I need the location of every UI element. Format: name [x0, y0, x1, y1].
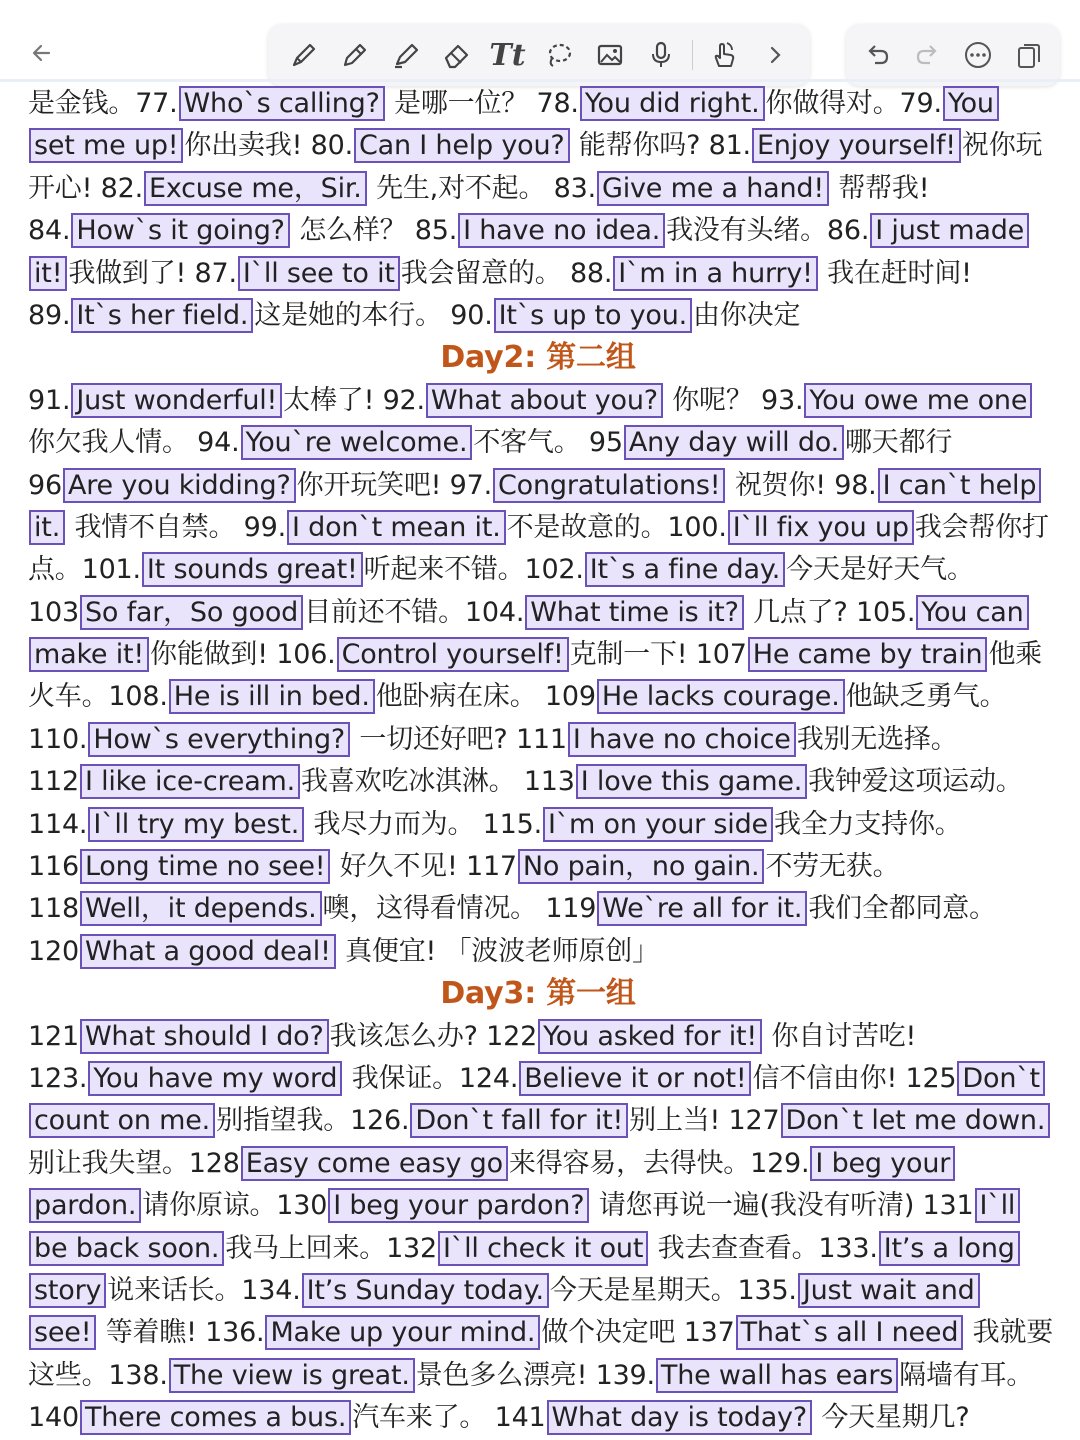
text-line	[28, 1397, 1068, 1439]
plain-text: 你出卖我! 80.	[184, 130, 353, 162]
plain-text: 目前还不错。104.	[304, 596, 525, 628]
text-line	[28, 931, 1068, 973]
text-line	[28, 1185, 1068, 1227]
highlighted-phrase[interactable]: The wall has ears	[656, 1358, 898, 1393]
lasso-icon[interactable]	[539, 35, 579, 75]
tool-palette	[268, 24, 810, 86]
plain-text: 他卧病在床。 109	[375, 681, 596, 713]
highlighted-phrase[interactable]: He lacks courage.	[597, 679, 845, 714]
plain-text: 汽车来了。 141	[352, 1402, 546, 1434]
text-line	[28, 1228, 1068, 1270]
redo-icon[interactable]	[908, 35, 948, 75]
highlighted-phrase[interactable]: Just wonderful!	[71, 383, 282, 418]
highlighter-icon[interactable]	[386, 35, 426, 75]
plain-text: 我会留意的。 88.	[400, 257, 613, 289]
pencil-icon[interactable]	[335, 35, 375, 75]
highlighted-phrase[interactable]: I just made	[870, 213, 1029, 248]
text-line	[28, 295, 1068, 337]
highlighted-phrase[interactable]: I have no idea.	[458, 213, 665, 248]
highlighted-phrase[interactable]: It`s up to you.	[494, 298, 692, 333]
plain-text: 请你原谅。130	[142, 1190, 328, 1222]
plain-text: 祝你玩	[961, 130, 1043, 162]
highlighted-phrase[interactable]: That`s all I need	[736, 1315, 964, 1350]
highlighted-phrase[interactable]: He is ill in bed.	[169, 679, 375, 714]
plain-text: 89.	[28, 299, 71, 331]
plain-text: 你欠我人情。 94.	[28, 427, 240, 459]
highlighted-phrase[interactable]: I`m in a hurry!	[613, 256, 817, 291]
eraser-icon[interactable]	[437, 35, 477, 75]
highlighted-phrase[interactable]: Control yourself!	[337, 637, 569, 672]
highlighted-phrase[interactable]: Don`t	[957, 1061, 1045, 1096]
plain-text: 几点了? 105.	[744, 596, 916, 628]
highlighted-phrase[interactable]: We`re all for it.	[597, 891, 807, 926]
highlighted-phrase[interactable]: You asked for it!	[538, 1019, 762, 1054]
plain-text: 我尽力而为。 115.	[305, 808, 542, 840]
highlighted-phrase[interactable]: What about you?	[426, 383, 663, 418]
plain-text: 听起来不错。102.	[363, 554, 584, 586]
plain-text: 你开玩笑吧! 97.	[296, 469, 492, 501]
highlighted-phrase[interactable]: He came by train	[748, 637, 988, 672]
highlighted-phrase[interactable]: Easy come easy go	[241, 1146, 508, 1181]
touch-hand-icon[interactable]	[704, 35, 744, 75]
highlighted-phrase[interactable]: You did right.	[580, 86, 765, 121]
highlighted-phrase[interactable]: What time is it?	[525, 595, 743, 630]
highlighted-phrase[interactable]: There comes a bus.	[80, 1400, 351, 1435]
highlighted-phrase[interactable]: How`s everything?	[88, 722, 350, 757]
highlighted-phrase[interactable]: It’s Sunday today.	[302, 1273, 549, 1308]
highlighted-phrase[interactable]: be back soon.	[29, 1231, 224, 1266]
plain-text: 116	[28, 851, 79, 883]
plain-text: 你呢？ 93.	[663, 384, 804, 416]
highlighted-phrase[interactable]: So far，So good	[80, 595, 303, 630]
highlighted-phrase[interactable]: I`ll fix you up	[728, 510, 914, 545]
plain-text: 克制一下! 107	[569, 639, 747, 671]
highlighted-phrase[interactable]: Believe it or not!	[519, 1061, 751, 1096]
highlighted-phrase[interactable]: You can	[916, 595, 1028, 630]
plain-text: 我没有头绪。86.	[666, 215, 870, 247]
plain-text: 我钟爱这项运动。	[808, 766, 1023, 798]
text-line	[28, 125, 1068, 167]
plain-text: 我别无选择。	[796, 723, 958, 755]
highlighted-phrase[interactable]: Don`t let me down.	[781, 1103, 1051, 1138]
pages-icon[interactable]	[1009, 35, 1049, 75]
plain-text: 我做到了! 87.	[68, 257, 237, 289]
plain-text: 我全力支持你。	[773, 808, 962, 840]
text-line	[28, 1100, 1068, 1142]
highlighted-phrase[interactable]: It sounds great!	[142, 552, 363, 587]
plain-text: 你能做到! 106.	[150, 639, 336, 671]
chevron-right-icon[interactable]	[755, 35, 795, 75]
text-line	[28, 888, 1068, 930]
highlighted-phrase[interactable]: I can`t help	[878, 468, 1042, 503]
highlighted-phrase[interactable]: set me up!	[29, 128, 183, 163]
plain-text: 今天是好天气。	[786, 554, 974, 586]
highlighted-phrase[interactable]: it!	[29, 256, 67, 291]
plain-text: 好久不见! 117	[331, 851, 517, 883]
plain-text: 我去查查看。133.	[649, 1232, 878, 1264]
highlighted-phrase[interactable]: What should I do?	[80, 1019, 329, 1054]
text-line	[28, 846, 1068, 888]
plain-text: 隔墙有耳。	[899, 1359, 1034, 1391]
text-line	[28, 1355, 1068, 1397]
highlighted-phrase[interactable]: You have my word	[88, 1061, 342, 1096]
plain-text: 不是故意的。100.	[506, 511, 727, 543]
plain-text: 这些。138.	[28, 1359, 168, 1391]
plain-text: 118	[28, 893, 79, 925]
text-line	[28, 549, 1068, 591]
plain-text: 哪天都行	[845, 427, 953, 459]
highlighted-phrase[interactable]: I beg your	[810, 1146, 955, 1181]
plain-text: 点。101.	[28, 554, 141, 586]
plain-text: 112	[28, 766, 79, 798]
plain-text: 别让我失望。128	[28, 1147, 240, 1179]
highlighted-phrase[interactable]: I don`t mean it.	[287, 510, 506, 545]
plain-text: 做个决定吧 137	[541, 1317, 735, 1349]
plain-text: 140	[28, 1402, 79, 1434]
plain-text: 我喜欢吃冰淇淋。 113	[301, 766, 575, 798]
plain-text: 能帮你吗? 81.	[570, 130, 751, 162]
toolbar-divider	[692, 40, 693, 70]
text-line	[28, 1016, 1068, 1058]
plain-text: 96	[28, 469, 62, 501]
section-heading: Day2: 第二组	[440, 340, 636, 376]
text-line	[28, 380, 1068, 422]
section-heading: Day3: 第一组	[440, 976, 636, 1012]
plain-text: 你做得对。79.	[765, 88, 942, 119]
plain-text: 今天星期几?	[812, 1402, 970, 1434]
highlighted-phrase[interactable]: The view is great.	[169, 1358, 415, 1393]
highlighted-phrase[interactable]: It`s a fine day.	[585, 552, 785, 587]
plain-text: 开心! 82.	[28, 172, 143, 204]
highlighted-phrase[interactable]: Don`t fall for it!	[410, 1103, 628, 1138]
plain-text: 别指望我。126.	[216, 1105, 410, 1137]
highlighted-phrase[interactable]: Excuse me，Sir.	[144, 171, 367, 206]
highlighted-phrase[interactable]: It`s her field.	[71, 298, 253, 333]
plain-text: 说来话长。134.	[107, 1274, 301, 1306]
note-page[interactable]	[28, 83, 1068, 1440]
highlighted-phrase[interactable]: Enjoy yourself!	[752, 128, 961, 163]
text-tool-icon[interactable]	[488, 35, 528, 75]
top-toolbar	[0, 0, 1080, 84]
plain-text: 是金钱。77.	[28, 88, 178, 119]
plain-text: 别上当! 127	[629, 1105, 780, 1137]
highlighted-phrase[interactable]: How`s it going?	[71, 213, 289, 248]
highlighted-phrase[interactable]: I like ice-cream.	[80, 764, 300, 799]
plain-text: 我在赶时间!	[818, 257, 972, 289]
undo-icon[interactable]	[857, 35, 897, 75]
highlighted-phrase[interactable]: it.	[29, 510, 65, 545]
pen-icon[interactable]	[284, 35, 324, 75]
highlighted-phrase[interactable]: No pain，no gain.	[518, 849, 765, 884]
highlighted-phrase[interactable]: What day is today?	[547, 1400, 812, 1435]
microphone-icon[interactable]	[641, 35, 681, 75]
plain-text: 请您再说一遍(我没有听清) 131	[590, 1190, 974, 1222]
highlighted-phrase[interactable]: Are you kidding?	[63, 468, 296, 503]
plain-text: 太棒了! 92.	[283, 384, 425, 416]
image-icon[interactable]	[590, 35, 630, 75]
text-line	[28, 1312, 1068, 1354]
highlighted-phrase[interactable]: Just wait and	[798, 1273, 980, 1308]
plain-text: 123.	[28, 1062, 88, 1094]
highlighted-phrase[interactable]: I`ll see to it	[238, 256, 400, 291]
highlighted-phrase[interactable]: Make up your mind.	[265, 1315, 540, 1350]
highlighted-phrase[interactable]: I`ll	[975, 1188, 1021, 1223]
text-tool-label: Tt	[489, 37, 526, 73]
plain-text: 这是她的本行。 90.	[254, 299, 493, 331]
text-line	[28, 83, 1068, 125]
highlighted-phrase[interactable]: Who`s calling?	[179, 86, 385, 121]
plain-text: 帮帮我!	[829, 172, 930, 204]
plain-text: 祝贺你! 98.	[726, 469, 877, 501]
plain-text: 火车。108.	[28, 681, 168, 713]
highlighted-phrase[interactable]: You owe me one	[804, 383, 1032, 418]
highlighted-phrase[interactable]: Well，it depends.	[80, 891, 322, 926]
plain-text: 不劳无获。	[765, 851, 900, 883]
plain-text: 我马上回来。132	[225, 1232, 438, 1264]
more-icon[interactable]	[958, 35, 998, 75]
toolbar-divider-line	[0, 79, 1080, 82]
text-line	[28, 1058, 1068, 1100]
plain-text: 91.	[28, 384, 71, 416]
plain-text: 景色多么漂亮! 139.	[415, 1359, 655, 1391]
plain-text: 噢，这得看情况。 119	[322, 893, 597, 925]
text-line	[28, 719, 1068, 761]
plain-text: 他乘	[988, 639, 1043, 671]
plain-text: 你自讨苦吃!	[763, 1020, 917, 1052]
arrow-left-icon[interactable]	[18, 28, 68, 78]
plain-text: 真便宜! 「波波老师原创」	[336, 935, 659, 967]
highlighted-phrase[interactable]: see!	[29, 1315, 96, 1350]
text-line	[28, 1143, 1068, 1185]
plain-text: 来得容易，去得快。129.	[508, 1147, 810, 1179]
text-line	[28, 1270, 1068, 1312]
plain-text: 我就要	[964, 1317, 1054, 1349]
highlighted-phrase[interactable]: Give me a hand!	[597, 171, 829, 206]
plain-text: 84.	[28, 215, 71, 247]
highlighted-phrase[interactable]: Any day will do.	[624, 425, 844, 460]
plain-text: 120	[28, 935, 79, 967]
plain-text: 103	[28, 596, 79, 628]
highlighted-phrase[interactable]: What a good deal!	[80, 934, 336, 969]
highlighted-phrase[interactable]: count on me.	[29, 1103, 215, 1138]
history-actions	[846, 24, 1060, 86]
highlighted-phrase[interactable]: I`ll check it out	[438, 1231, 648, 1266]
plain-text: 他缺乏勇气。	[845, 681, 1007, 713]
plain-text: 一切还好吧? 111	[351, 723, 567, 755]
highlighted-phrase[interactable]: It’s a long	[879, 1231, 1020, 1266]
plain-text: 我该怎么办? 122	[329, 1020, 538, 1052]
text-line	[28, 507, 1068, 549]
plain-text: 114.	[28, 808, 88, 840]
plain-text: 我们全都同意。	[808, 893, 996, 925]
text-line	[28, 168, 1068, 210]
plain-text: 信不信由你! 125	[752, 1062, 957, 1094]
highlighted-phrase[interactable]: I have no choice	[568, 722, 796, 757]
plain-text: 先生,对不起。 83.	[367, 172, 596, 204]
plain-text: 等着瞧! 136.	[97, 1317, 265, 1349]
plain-text: 我情不自禁。 99.	[66, 511, 286, 543]
highlighted-phrase[interactable]: Long time no see!	[80, 849, 330, 884]
highlighted-phrase[interactable]: I`m on your side	[543, 807, 773, 842]
text-line	[28, 422, 1068, 464]
highlighted-phrase[interactable]: You	[943, 86, 999, 121]
plain-text: 由你决定	[693, 299, 801, 331]
text-line	[28, 210, 1068, 252]
plain-text: 121	[28, 1020, 79, 1052]
plain-text: 今天是星期天。135.	[549, 1274, 797, 1306]
plain-text: 是哪一位？ 78.	[385, 88, 579, 119]
text-line	[28, 804, 1068, 846]
plain-text: 不客气。 95	[473, 427, 623, 459]
plain-text: 110.	[28, 723, 88, 755]
text-line	[28, 592, 1068, 634]
text-line	[28, 253, 1068, 295]
text-line	[28, 465, 1068, 507]
text-line	[28, 634, 1068, 676]
plain-text: 怎么样？ 85.	[290, 215, 458, 247]
highlighted-phrase[interactable]: I beg your pardon?	[328, 1188, 589, 1223]
highlighted-phrase[interactable]: You`re welcome.	[241, 425, 473, 460]
highlighted-phrase[interactable]: I love this game.	[576, 764, 807, 799]
plain-text: 我会帮你打	[914, 511, 1049, 543]
highlighted-phrase[interactable]: make it!	[29, 637, 149, 672]
highlighted-phrase[interactable]: story	[29, 1273, 106, 1308]
highlighted-phrase[interactable]: pardon.	[29, 1188, 141, 1223]
highlighted-phrase[interactable]: I`ll try my best.	[88, 807, 304, 842]
highlighted-phrase[interactable]: Can I help you?	[354, 128, 570, 163]
text-line	[28, 676, 1068, 718]
plain-text: 我保证。124.	[343, 1062, 519, 1094]
text-line	[28, 761, 1068, 803]
highlighted-phrase[interactable]: Congratulations!	[493, 468, 725, 503]
